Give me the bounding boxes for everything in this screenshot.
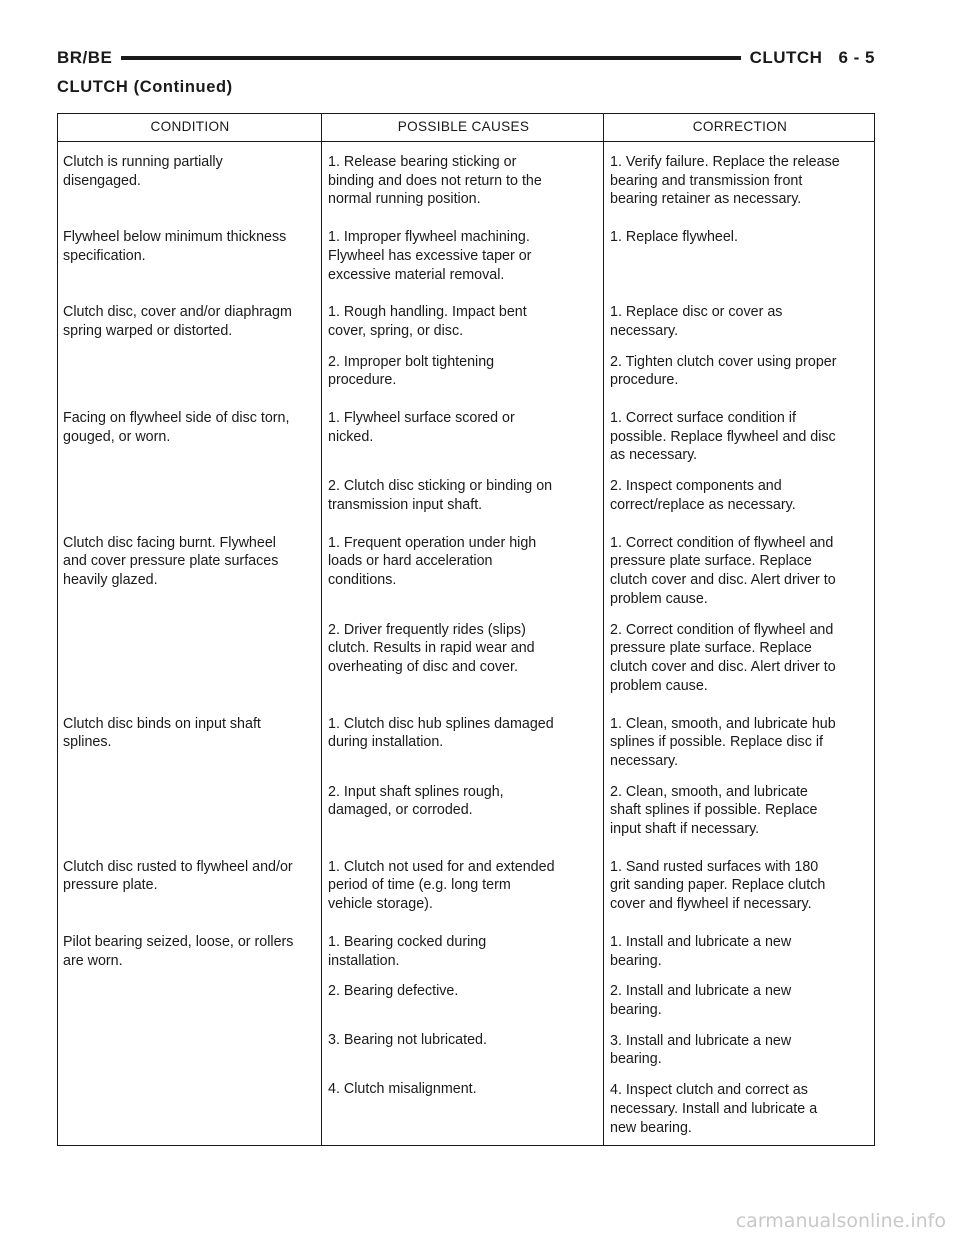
header-rule xyxy=(121,56,740,60)
condition-cell xyxy=(58,142,321,217)
causes-cell xyxy=(321,217,603,292)
cause-item: 1. Flywheel surface scored or nicked. xyxy=(328,410,515,445)
watermark: carmanualsonline.info xyxy=(735,1210,946,1232)
correction-item: 2. Inspect components and correct/replace as necessary. xyxy=(610,478,796,513)
header-chapter: CLUTCH xyxy=(749,48,823,67)
correction-cell xyxy=(603,704,874,847)
condition-cell xyxy=(58,292,321,398)
condition-text: Clutch is running partially disengaged. xyxy=(63,154,223,189)
table-row xyxy=(58,523,874,704)
column-header-correction: CORRECTION xyxy=(603,114,874,141)
correction-cell xyxy=(603,922,874,1145)
table-row xyxy=(58,704,874,847)
condition-text: Clutch disc, cover and/or diaphragm spring warped or distorted. xyxy=(63,304,292,339)
table-row xyxy=(58,217,874,292)
table-row xyxy=(58,847,874,922)
section-title: CLUTCH (Continued) xyxy=(57,78,233,96)
cause-item: 4. Clutch misalignment. xyxy=(328,1081,477,1098)
correction-cell xyxy=(603,398,874,523)
cause-item: 2. Improper bolt tightening procedure. xyxy=(328,353,495,389)
condition-text: Pilot bearing seized, loose, or rollers are worn. xyxy=(63,933,294,969)
table-row xyxy=(58,292,874,398)
correction-item: 1. Replace flywheel. xyxy=(610,229,738,246)
condition-text: Flywheel below minimum thickness specification. xyxy=(63,229,287,264)
cause-item: 1. Improper flywheel machining. Flywheel has excessive taper or excessive material removal. xyxy=(328,229,532,283)
correction-item: 1. Sand rusted surfaces with 180 grit sanding paper. Replace clutch cover and flywheel if necessary. xyxy=(610,858,826,913)
condition-text: Clutch disc binds on input shaft splines. xyxy=(63,715,261,751)
correction-item: 3. Install and lubricate a new bearing. xyxy=(610,1032,792,1068)
condition-text: Facing on flywheel side of disc torn, gouged, or worn. xyxy=(63,410,290,445)
cause-item: 2. Driver frequently rides (slips) clutch. Results in rapid wear and overheating of disc and cover. xyxy=(328,621,535,675)
correction-item: 4. Inspect clutch and correct as necessary. Install and lubricate a new bearing. xyxy=(610,1082,818,1136)
cause-item: 1. Clutch not used for and extended period of time (e.g. long term vehicle storage). xyxy=(328,858,555,913)
condition-cell xyxy=(58,922,321,1145)
condition-cell xyxy=(58,523,321,704)
correction-item: 1. Replace disc or cover as necessary. xyxy=(610,304,783,339)
condition-cell xyxy=(58,398,321,523)
condition-text: Clutch disc facing burnt. Flywheel and cover pressure plate surfaces heavily glazed. xyxy=(63,534,279,588)
correction-item: 2. Install and lubricate a new bearing. xyxy=(610,983,792,1018)
causes-cell xyxy=(321,398,603,523)
cause-item: 1. Release bearing sticking or binding and does not return to the normal running position. xyxy=(328,154,542,208)
correction-cell xyxy=(603,292,874,398)
cause-item: 2. Input shaft splines rough, damaged, or corroded. xyxy=(328,783,504,819)
condition-cell xyxy=(58,847,321,922)
page-header xyxy=(57,46,875,70)
causes-cell xyxy=(321,704,603,847)
cause-item: 1. Frequent operation under high loads or hard acceleration conditions. xyxy=(328,534,537,588)
condition-cell xyxy=(58,704,321,847)
correction-item: 1. Clean, smooth, and lubricate hub splines if possible. Replace disc if necessary. xyxy=(610,715,836,769)
condition-cell xyxy=(58,217,321,292)
correction-item: 2. Correct condition of flywheel and pressure plate surface. Replace clutch cover and disc. Alert driver to problem cause. xyxy=(610,621,836,694)
condition-text: Clutch disc rusted to flywheel and/or pressure plate. xyxy=(63,858,293,894)
correction-item: 1. Install and lubricate a new bearing. xyxy=(610,933,792,969)
cause-item: 1. Clutch disc hub splines damaged during installation. xyxy=(328,715,554,751)
column-header-condition: CONDITION xyxy=(150,119,230,135)
causes-cell xyxy=(321,142,603,217)
causes-cell xyxy=(321,847,603,922)
causes-cell xyxy=(321,922,603,1145)
header-model: BR/BE xyxy=(57,48,113,67)
table-header xyxy=(58,114,874,142)
table-row xyxy=(58,398,874,523)
table-row xyxy=(58,922,874,1145)
causes-cell xyxy=(321,523,603,704)
correction-item: 1. Verify failure. Replace the release bearing and transmission front bearing retainer as necessary. xyxy=(610,154,840,208)
correction-cell xyxy=(603,523,874,704)
cause-item: 1. Rough handling. Impact bent cover, spring, or disc. xyxy=(328,304,527,339)
correction-item: 1. Correct condition of flywheel and pressure plate surface. Replace clutch cover and disc. Alert driver to problem cause. xyxy=(610,534,836,607)
causes-cell xyxy=(321,292,603,398)
correction-item: 2. Clean, smooth, and lubricate shaft splines if possible. Replace input shaft if necessary. xyxy=(610,783,818,838)
cause-item: 2. Bearing defective. xyxy=(328,983,459,1000)
correction-cell xyxy=(603,217,874,292)
header-page-number: 6 - 5 xyxy=(838,48,875,67)
correction-item: 2. Tighten clutch cover using proper procedure. xyxy=(610,353,837,389)
correction-cell xyxy=(603,142,874,217)
table-row xyxy=(58,142,874,217)
cause-item: 3. Bearing not lubricated. xyxy=(328,1032,487,1049)
header-right xyxy=(750,48,875,68)
cause-item: 2. Clutch disc sticking or binding on transmission input shaft. xyxy=(328,478,553,513)
table-body xyxy=(58,142,874,1145)
cause-item: 1. Bearing cocked during installation. xyxy=(328,933,487,969)
correction-cell xyxy=(603,847,874,922)
correction-item: 1. Correct surface condition if possible. Replace flywheel and disc as necessary. xyxy=(610,410,836,464)
column-header-causes: POSSIBLE CAUSES xyxy=(321,114,603,141)
diagnosis-table xyxy=(57,113,875,1146)
